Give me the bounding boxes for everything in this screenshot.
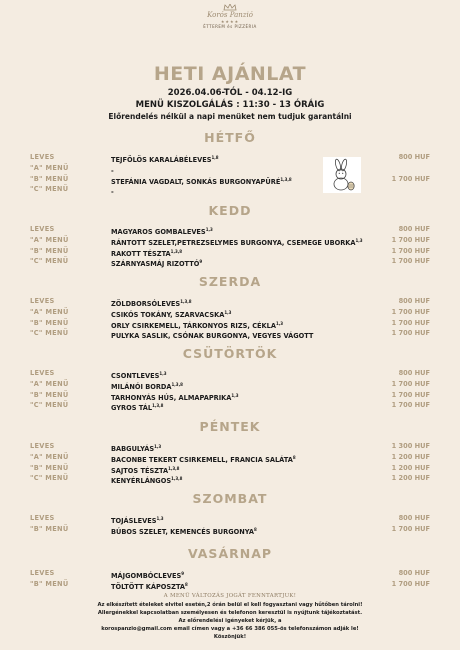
allergen-codes: 1,3,8 bbox=[170, 248, 183, 254]
dish-text: SAJTOS TÉSZTA bbox=[111, 466, 169, 475]
dish-text: GYROS TÁL bbox=[111, 404, 153, 413]
menu-label: LEVES bbox=[30, 225, 55, 233]
menu-row bbox=[30, 400, 430, 411]
menu-label: LEVES bbox=[30, 153, 55, 161]
allergen-codes: 1,3 bbox=[355, 237, 363, 243]
allergen-codes: 9 bbox=[181, 571, 185, 576]
dish-name bbox=[111, 473, 182, 487]
menu-label: "A" MENÜ bbox=[30, 452, 69, 461]
allergen-codes: 1,3 bbox=[156, 516, 164, 521]
menu-row bbox=[30, 318, 430, 329]
serving-hours: MENÜ KISZOLGÁLÁS : 11:30 - 13 ÓRÁIG bbox=[135, 100, 325, 110]
allergen-codes: 1,3,8 bbox=[180, 299, 192, 304]
dish-text: ZÖLDBORSÓLEVES bbox=[111, 300, 181, 309]
menu-label: "B" MENÜ bbox=[30, 463, 69, 472]
menu-label: "C" MENÜ bbox=[30, 474, 69, 483]
price: 1 700 HUF bbox=[391, 390, 430, 399]
menu-label: LEVES bbox=[30, 297, 55, 305]
dish-text: TÖLTÖTT KÁPOSZTA bbox=[111, 582, 186, 591]
footer-line-2: Allergénekkel kapcsolatban személyesen és telefonon keresztül is nyújtunk tájékoztatást. bbox=[97, 610, 363, 616]
menu-row bbox=[30, 463, 430, 474]
menu-row bbox=[30, 296, 430, 307]
allergen-codes: 1,3 bbox=[231, 392, 239, 398]
price: 800 HUF bbox=[398, 514, 430, 522]
price: 1 700 HUF bbox=[391, 307, 430, 316]
price: 1 700 HUF bbox=[391, 524, 430, 533]
price: 1 700 HUF bbox=[391, 401, 430, 410]
allergen-codes: 8 bbox=[292, 454, 296, 460]
price: 1 700 HUF bbox=[391, 379, 430, 388]
menu-row bbox=[30, 379, 430, 390]
allergen-codes: 1,3 bbox=[159, 371, 167, 376]
menu-label: "C" MENÜ bbox=[30, 401, 69, 410]
footer-line-5: Köszönjük! bbox=[213, 634, 247, 640]
allergen-codes: 1,3,8 bbox=[152, 403, 164, 409]
day-heading: PÉNTEK bbox=[199, 419, 261, 434]
dish-name bbox=[111, 400, 163, 414]
dish-text: TOJÁSLEVES bbox=[111, 517, 157, 526]
allergen-codes: 1,3 bbox=[205, 227, 213, 232]
menu-label: "B" MENÜ bbox=[30, 524, 69, 533]
day-heading: HÉTFŐ bbox=[204, 130, 256, 145]
price: 800 HUF bbox=[398, 297, 430, 305]
logo-stars: ★★★★ bbox=[220, 19, 240, 24]
dish-text: - bbox=[111, 188, 114, 197]
price: 1 700 HUF bbox=[391, 579, 430, 588]
menu-label: "B" MENÜ bbox=[30, 318, 69, 327]
dish-text: KENYÉRLÁNGOS bbox=[111, 477, 172, 486]
menu-row bbox=[30, 235, 430, 246]
restaurant-logo bbox=[0, 4, 460, 29]
menu-row bbox=[30, 524, 430, 535]
allergen-codes: 1,3,8 bbox=[168, 465, 180, 471]
dish-text: MAGYAROS GOMBALEVES bbox=[111, 228, 206, 237]
price: 800 HUF bbox=[398, 225, 430, 233]
menu-label: "B" MENÜ bbox=[30, 390, 69, 399]
dish-text: BACONBE TEKERT CSIRKEMELL, FRANCIA SALÁTA bbox=[111, 455, 293, 464]
dish-text: - bbox=[111, 166, 114, 175]
menu-row bbox=[30, 568, 430, 579]
allergen-codes: 8 bbox=[253, 526, 257, 532]
menu-row bbox=[30, 256, 430, 267]
menu-row bbox=[30, 368, 430, 379]
logo-script: Korós Panzió bbox=[207, 11, 253, 19]
menu-label: "C" MENÜ bbox=[30, 257, 69, 266]
dish-text: TEJFÖLÖS KARALÁBÉLEVES bbox=[111, 156, 212, 165]
dish-text: MILÁNÓI BORDA bbox=[111, 382, 172, 391]
dish-text: SZÁRNYASMÁJ RIZOTTÓ bbox=[111, 260, 200, 269]
allergen-codes: 1,3,8 bbox=[171, 476, 183, 482]
allergen-codes: 1,3 bbox=[275, 320, 284, 326]
dish-text: CSIKÓS TOKÁNY, SZARVACSKA bbox=[111, 310, 225, 319]
price: 800 HUF bbox=[398, 569, 430, 577]
allergen-codes: 8 bbox=[185, 581, 188, 587]
dish-text: RAKOTT TÉSZTA bbox=[111, 249, 171, 258]
dish-text: ORLY CSIRKEMELL, TÁRKONYOS RIZS, CÉKLA bbox=[111, 321, 276, 330]
preorder-note: Előrendelés nélkül a napi menüket nem tudjuk garantálni bbox=[108, 112, 352, 121]
menu-row bbox=[30, 328, 430, 339]
menu-row bbox=[30, 246, 430, 257]
menu-label: "A" MENÜ bbox=[30, 307, 69, 316]
dish-text: PULYKA SASLIK, CSÓNAK BURGONYA, VEGYES VÁGOTT bbox=[111, 332, 314, 341]
menu-label: "C" MENÜ bbox=[30, 329, 69, 338]
price: 800 HUF bbox=[398, 369, 430, 377]
footer-line-4: korospanzio@gmail.com email címen vagy a +36 66 386 055-ös telefonszámon adják le! bbox=[101, 626, 359, 632]
page-title: HETI AJÁNLAT bbox=[153, 63, 307, 85]
menu-row bbox=[30, 307, 430, 318]
menu-row bbox=[30, 224, 430, 235]
price: 1 700 HUF bbox=[391, 246, 430, 255]
date-range: 2026.04.06-TÓL - 04.12-IG bbox=[167, 88, 293, 98]
allergen-codes: 1,8 bbox=[211, 155, 219, 160]
day-heading: SZOMBAT bbox=[192, 491, 268, 506]
allergen-codes: 1,3,8 bbox=[171, 381, 183, 387]
menu-row bbox=[30, 441, 430, 452]
footer-line-1: Az elkészített ételeket elvitel esetén,2 órán belül el kell fogyasztani vagy hűtőben tárolni! bbox=[97, 602, 363, 608]
menu-label: "A" MENÜ bbox=[30, 163, 69, 172]
price: 1 200 HUF bbox=[391, 463, 430, 472]
dish-name bbox=[111, 328, 313, 342]
price: 1 700 HUF bbox=[391, 329, 430, 338]
easter-bunny-illustration bbox=[323, 157, 361, 193]
menu-label: LEVES bbox=[30, 569, 55, 577]
dish-name bbox=[111, 524, 257, 538]
menu-row bbox=[30, 579, 430, 590]
day-heading: SZERDA bbox=[198, 274, 262, 289]
allergen-codes: 1,3 bbox=[154, 444, 162, 449]
menu-row bbox=[30, 163, 430, 174]
dish-name bbox=[111, 184, 114, 198]
allergen-codes: 1,3,8 bbox=[280, 176, 292, 182]
menu-row bbox=[30, 184, 430, 195]
menu-label: "A" MENÜ bbox=[30, 379, 69, 388]
price: 1 200 HUF bbox=[391, 452, 430, 461]
menu-label: "B" MENÜ bbox=[30, 579, 69, 588]
dish-text: TARHONYÁS HÚS, ALMAPAPRIKA bbox=[111, 393, 232, 402]
menu-label: "C" MENÜ bbox=[30, 185, 69, 194]
day-heading: CSÜTÖRTÖK bbox=[182, 346, 278, 361]
price: 1 300 HUF bbox=[391, 442, 430, 450]
dish-text: STEFÁNIA VAGDALT, SONKÁS BURGONYAPÜRÉ bbox=[111, 177, 281, 186]
price: 1 700 HUF bbox=[391, 174, 430, 183]
menu-row bbox=[30, 452, 430, 463]
price: 1 700 HUF bbox=[391, 318, 430, 327]
allergen-codes: 9 bbox=[199, 259, 203, 265]
dish-text: CSONTLEVES bbox=[111, 372, 160, 381]
menu-row bbox=[30, 152, 430, 163]
dish-name bbox=[111, 256, 202, 270]
price: 1 700 HUF bbox=[391, 257, 430, 266]
menu-label: "B" MENÜ bbox=[30, 174, 69, 183]
day-heading: KEDD bbox=[208, 203, 252, 218]
dish-text: MÁJGOMBÓCLEVES bbox=[111, 572, 182, 581]
price: 1 700 HUF bbox=[391, 235, 430, 244]
price: 800 HUF bbox=[398, 153, 430, 161]
allergen-codes: 1,3 bbox=[224, 309, 232, 315]
menu-row bbox=[30, 174, 430, 185]
price: 1 200 HUF bbox=[391, 474, 430, 483]
menu-label: "A" MENÜ bbox=[30, 235, 69, 244]
menu-row bbox=[30, 513, 430, 524]
footer-change-note: A MENÜ VÁLTOZÁS JOGÁT FENNTARTJUK! bbox=[163, 593, 297, 599]
crown-icon bbox=[223, 4, 237, 11]
logo-subtitle: ÉTTEREM és PIZZÉRIA bbox=[203, 24, 257, 29]
menu-row bbox=[30, 473, 430, 484]
dish-text: BABGULYÁS bbox=[111, 445, 155, 454]
menu-label: LEVES bbox=[30, 514, 55, 522]
dish-name bbox=[111, 579, 188, 593]
menu-label: "B" MENÜ bbox=[30, 246, 69, 255]
menu-row bbox=[30, 390, 430, 401]
menu-label: LEVES bbox=[30, 442, 55, 450]
footer-line-3: Az előrendelési igényeket kérjük, a bbox=[178, 618, 282, 624]
dish-text: BÚBOS SZELET, KEMENCÉS BURGONYA bbox=[111, 527, 254, 536]
menu-label: LEVES bbox=[30, 369, 55, 377]
dish-text: RÁNTOTT SZELET,PETREZSELYMES BURGONYA, CSEMEGE UBORKA bbox=[111, 238, 356, 247]
day-heading: VASÁRNAP bbox=[187, 546, 273, 561]
